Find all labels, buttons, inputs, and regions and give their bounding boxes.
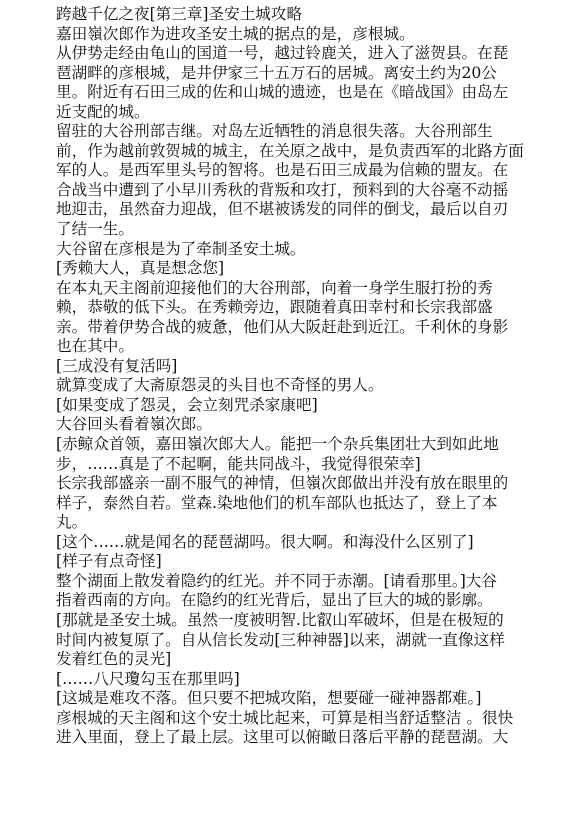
text-line: 整个湖面上散发着隐约的红光。并不同于赤潮。[请看那里。]大谷 xyxy=(56,571,497,590)
text-line: 时间内被复原了。自从信长发动[三种神器]以来，湖就一直像这样 xyxy=(56,630,505,649)
text-line: 琶湖畔的彦根城，是井伊家三十五万石的居城。离安土约为20公 xyxy=(56,63,497,82)
text-line: 军的人。是西军里头号的智将。也是石田三成最为信赖的盟友。在 xyxy=(56,161,509,180)
text-line: 大谷回头看着嶺次郎。 xyxy=(56,415,212,434)
text-line: 发着红色的灵光] xyxy=(56,650,172,669)
chapter-title: 跨越千亿之夜[第三章]圣安土城攻略 xyxy=(56,5,303,23)
text-line: 赖，恭敬的低下头。在秀赖旁边，跟随着真田幸村和长宗我部盛 xyxy=(56,298,493,317)
text-line: 地迎击，虽然奋力迎战，但不堪被诱发的同伴的倒戈，最后以自刃 xyxy=(56,200,509,219)
text-line: [……八尺瓊勾玉在那里吗] xyxy=(56,669,240,688)
text-line: [三成没有复活吗] xyxy=(56,356,178,375)
text-line: [这城是难攻不落。但只要不把城攻陷，想要碰一碰神器都难。] xyxy=(56,689,482,708)
text-line: 在本丸天主阁前迎接他们的大谷刑部，向着一身学生服打扮的秀 xyxy=(56,278,493,297)
text-line: 里。附近有石田三成的佐和山城的遗迹，也是在《暗战国》由岛左 xyxy=(56,83,509,102)
text-line: 彦根城的天主阁和这个安土城比起来，可算是相当舒适整洁 。很快 xyxy=(56,708,514,727)
text-line: 亲。带着伊势合战的疲惫，他们从大阪赶赴到近江。千利休的身影 xyxy=(56,317,509,336)
text-line: 嘉田嶺次郎作为进攻圣安土城的据点的是，彦根城。 xyxy=(56,24,415,43)
text-line: [秀赖大人，真是想念您] xyxy=(56,259,225,278)
text-line: 合战当中遭到了小早川秀秋的背叛和攻打，预料到的大谷毫不动摇 xyxy=(56,180,509,199)
text-line: 进入里面，登上了最上层。这里可以俯瞰日落后平静的琵琶湖。大 xyxy=(56,728,509,747)
text-line: 了结一生。 xyxy=(56,220,134,239)
text-line: [那就是圣安土城。虽然一度被明智.比叡山军破坏，但是在极短的 xyxy=(56,610,504,629)
text-line: [如果变成了怨灵，会立刻咒杀家康吧] xyxy=(56,395,318,414)
text-line: 从伊势走经由龟山的国道一号，越过铃鹿关，进入了滋贺县。在琵 xyxy=(56,44,509,63)
text-line: 步，……真是了不起啊，能共同战斗，我觉得很荣幸] xyxy=(56,454,421,473)
text-line: 丸。 xyxy=(56,513,88,532)
text-line: [样子有点奇怪] xyxy=(56,552,162,571)
text-line: 前，作为越前敦贺城的城主，在关原之战中，是负责西军的北路方面 xyxy=(56,141,524,160)
text-line: [赤鲸众首领，嘉田嶺次郎大人。能把一个杂兵集团壮大到如此地 xyxy=(56,435,499,454)
text-line: 就算变成了大斋原怨灵的头目也不奇怪的男人。 xyxy=(56,376,384,395)
text-line: 大谷留在彦根是为了牵制圣安土城。 xyxy=(56,239,306,258)
text-line: 留驻的大谷刑部吉继。对岛左近牺牲的消息很失落。大谷刑部生 xyxy=(56,122,493,141)
text-line: 近支配的城。 xyxy=(56,102,150,121)
text-line: 也在其中。 xyxy=(56,337,134,356)
text-line: 指着西南的方向。在隐约的红光背后，显出了巨大的城的影廓。 xyxy=(56,591,493,610)
text-line: [这个……就是闻名的琵琶湖吗。很大啊。和海没什么区别了] xyxy=(56,532,474,551)
text-line: 长宗我部盛亲一副不服气的神情，但嶺次郎做出并没有放在眼里的 xyxy=(56,474,509,493)
text-line: 样子，泰然自若。堂森.染地他们的机车部队也抵达了，登上了本 xyxy=(56,493,498,512)
